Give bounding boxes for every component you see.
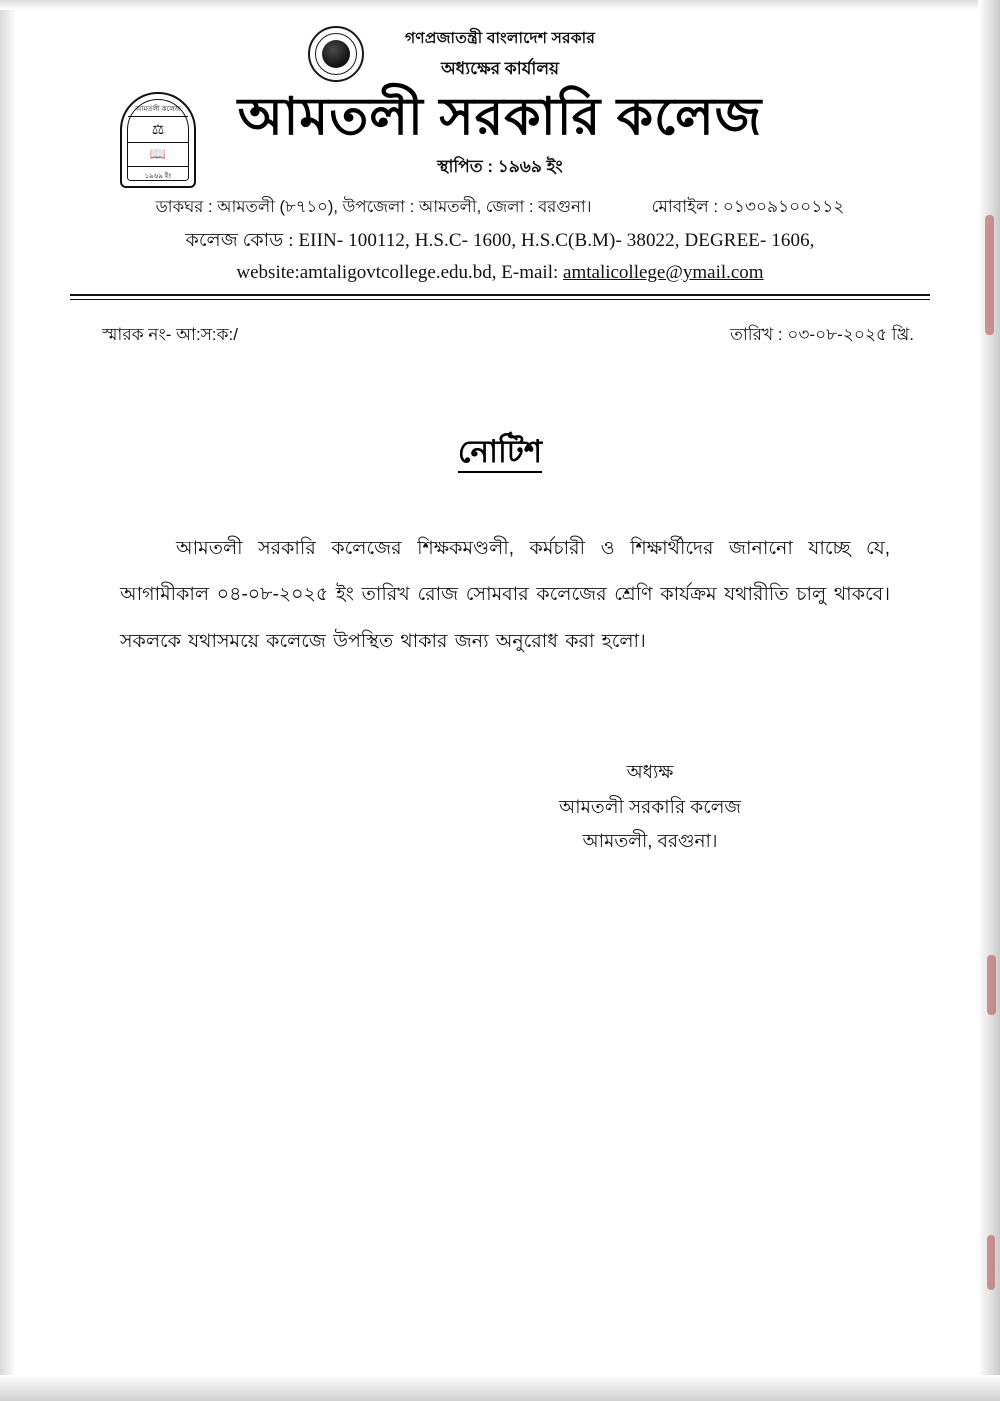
college-crest-icon [120,92,196,188]
signature-block [490,755,810,858]
signature-institution: আমতলী সরকারি কলেজ [559,795,741,817]
notice-heading [70,428,930,480]
address-block [70,194,930,284]
college-codes: কলেজ কোড : EIIN- 100112, H.S.C- 1600, H.S.C(B.M)- 38022, DEGREE- 1606, [185,229,815,251]
signature-location: আমতলী, বরগুনা। [582,829,718,851]
scan-artifact-mark [987,1235,995,1290]
college-name-title: আমতলী সরকারি কলেজ [237,88,763,146]
government-line: গণপ্রজাতন্ত্রী বাংলাদেশ সরকার [404,30,596,47]
crest-top-text: আমতলী কলেজ [135,106,181,113]
crest-mid-glyph: ⚖ [151,121,165,137]
memo-row [70,322,930,350]
established-year: স্থাপিত : ১৯৬৯ ইং [437,156,563,176]
website-email-line [70,262,930,284]
postal-address: ডাকঘর : আমতলী (৮৭১০), উপজেলা : আমতলী, জেলা : বরগুনা। [155,197,592,216]
mobile-number: মোবাইল : ০১৩০৯১০০১১২ [651,196,845,216]
header-divider [70,294,930,300]
letterhead [70,0,930,300]
notice-heading-text: নোটিশ [458,434,542,473]
email-link[interactable]: amtalicollege@ymail.com [563,261,764,283]
notice-body-text: আমতলী সরকারি কলেজের শিক্ষকমণ্ডলী, কর্মচারী ও শিক্ষার্থীদের জানানো যাচ্ছে যে, আগামীকাল ০৪-০৮-২০২৫ ইং তারিখ রোজ সোমবার কলেজের শ্রেণি কার্যক্রম যথারীতি চালু থাকবে। সকলকে যথাসময়ে কলেজে উপস্থিত থাকার জন্য অনুরোধ করা হলো। [120,537,890,652]
memo-number: স্মারক নং- আ:স:ক:/ [102,324,239,344]
website-label: website:amtaligovtcollege.edu.bd, E-mail: [236,261,564,283]
scan-artifact-mark [987,955,996,1015]
crest-bottom-text: ১৯৬৯ ইং [144,173,172,180]
signature-designation: অধ্যক্ষ [626,761,674,783]
crest-lower-glyph: 📖 [149,146,167,161]
memo-date: তারিখ : ০৩-০৮-২০২৫ খ্রি. [730,324,914,344]
government-seal-icon [308,26,364,82]
scan-edge-bottom [0,1375,1000,1401]
office-line: অধ্যক্ষের কার্যালয় [440,59,560,78]
